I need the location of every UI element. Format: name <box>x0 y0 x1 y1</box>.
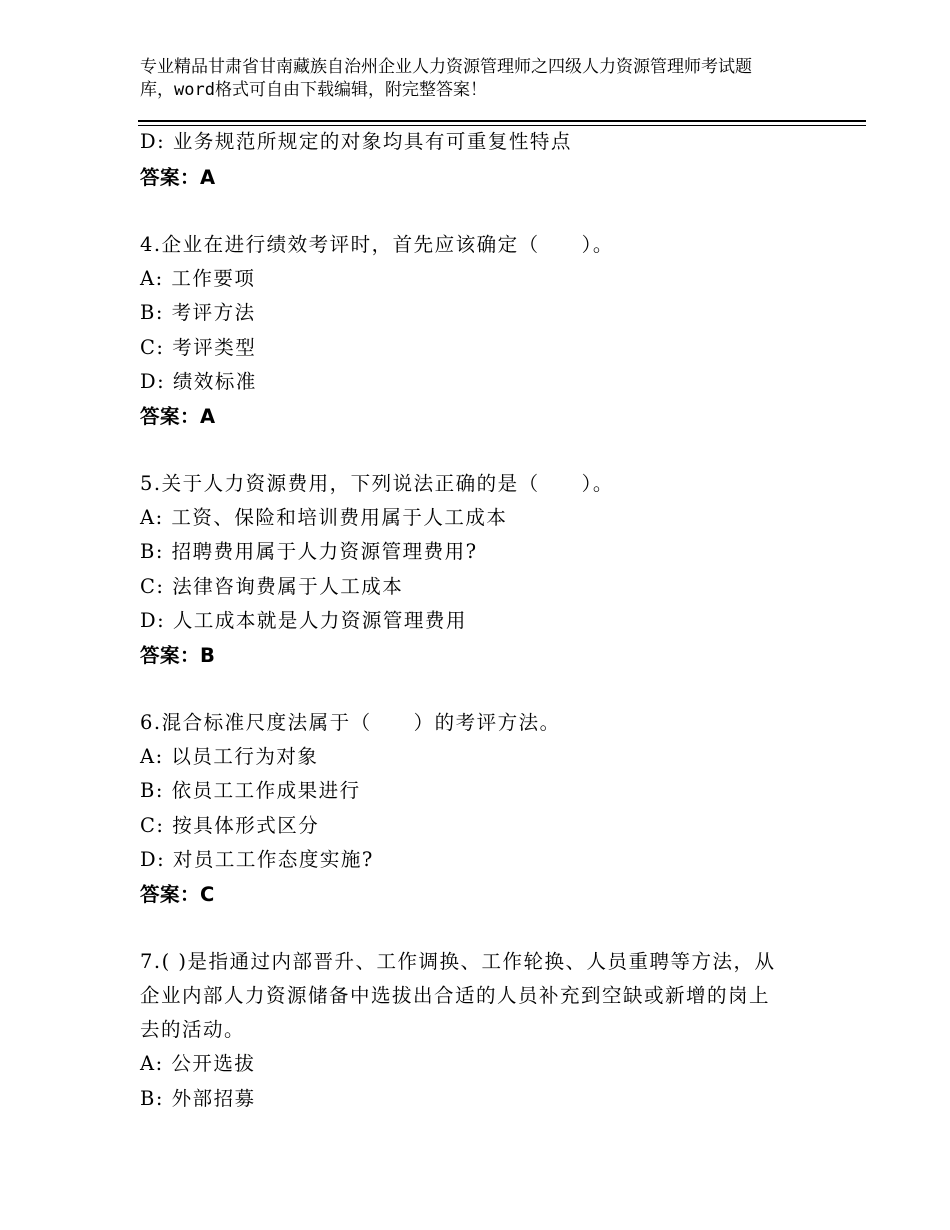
q7-option-b: B: 外部招募 <box>140 1087 256 1110</box>
q6-option-d: D: 对员工工作态度实施? <box>140 848 374 871</box>
q5-option-a: A: 工资、保险和培训费用属于人工成本 <box>140 506 508 529</box>
q7-stem-line-1: 7.( )是指通过内部晋升、工作调换、工作轮换、人员重聘等方法，从 <box>140 950 776 973</box>
header-rule-thin <box>138 125 866 126</box>
q6-option-a: A: 以员工行为对象 <box>140 745 319 768</box>
q5-answer: 答案：B <box>140 644 216 667</box>
q5-option-c: C: 法律咨询费属于人工成本 <box>140 575 404 598</box>
q3-answer: 答案：A <box>140 166 216 189</box>
q4-stem: 4.企业在进行绩效考评时，首先应该确定（ ）。 <box>140 233 614 256</box>
header-title-line-2: 库，word格式可自由下载编辑，附完整答案！ <box>140 80 487 100</box>
q6-option-c: C: 按具体形式区分 <box>140 814 320 837</box>
q4-answer: 答案：A <box>140 405 216 428</box>
q5-option-d: D: 人工成本就是人力资源管理费用 <box>140 609 467 632</box>
q4-option-d: D: 绩效标准 <box>140 370 257 393</box>
q3-option-d: D: 业务规范所规定的对象均具有可重复性特点 <box>140 130 572 153</box>
q6-answer: 答案：C <box>140 883 215 906</box>
q6-stem: 6.混合标准尺度法属于（ ）的考评方法。 <box>140 711 561 734</box>
header-title-line-1: 专业精品甘肃省甘南藏族自治州企业人力资源管理师之四级人力资源管理师考试题 <box>140 57 752 77</box>
q7-stem-line-3: 去的活动。 <box>140 1018 246 1041</box>
q4-option-a: A: 工作要项 <box>140 267 256 290</box>
q5-option-b: B: 招聘费用属于人力资源管理费用? <box>140 540 478 563</box>
q6-option-b: B: 依员工工作成果进行 <box>140 779 361 802</box>
header-rule-thick <box>138 120 866 122</box>
q4-option-c: C: 考评类型 <box>140 336 257 359</box>
document-header <box>140 56 830 102</box>
q7-stem-line-2: 企业内部人力资源储备中选拔出合适的人员补充到空缺或新增的岗上 <box>140 984 771 1007</box>
q7-option-a: A: 公开选拔 <box>140 1052 256 1075</box>
q5-stem: 5.关于人力资源费用，下列说法正确的是（ ）。 <box>140 472 614 495</box>
q4-option-b: B: 考评方法 <box>140 301 256 324</box>
